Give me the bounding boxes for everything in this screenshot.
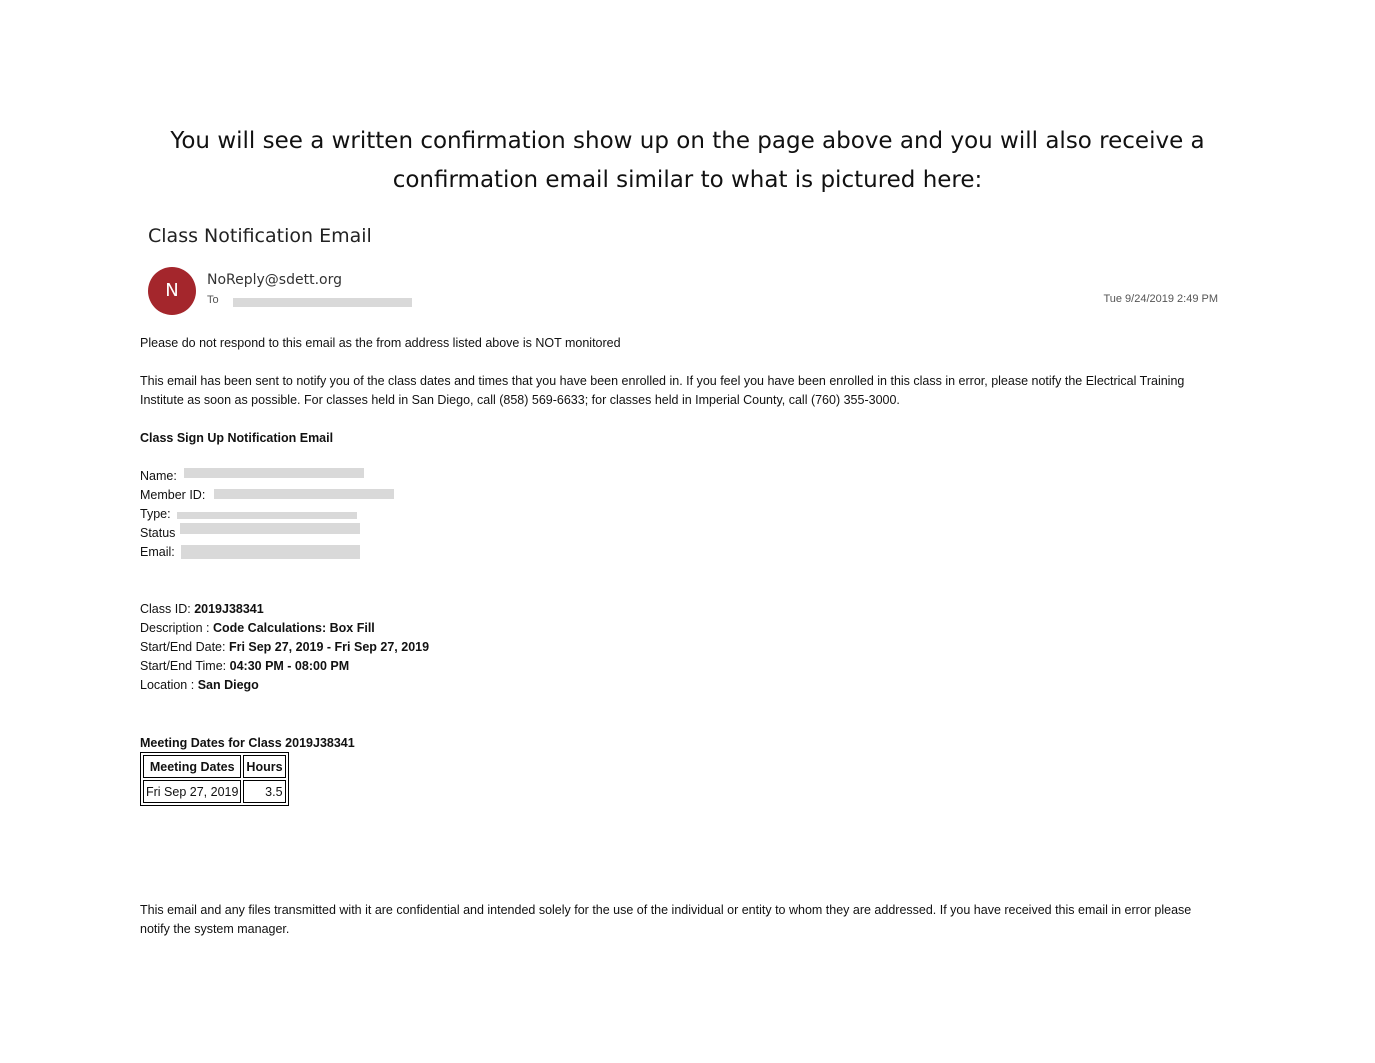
type-label: Type: — [140, 507, 171, 521]
dates-line — [140, 638, 429, 657]
email-subject: Class Notification Email — [148, 225, 372, 247]
location-value: San Diego — [197, 678, 259, 692]
redacted-recipient — [233, 298, 412, 307]
class-id-label: Class ID: — [140, 602, 195, 616]
email-timestamp: Tue 9/24/2019 2:49 PM — [1103, 293, 1218, 305]
name-label: Name: — [140, 469, 177, 483]
description-label: Description : — [140, 621, 213, 635]
meeting-date-cell: Fri Sep 27, 2019 — [143, 780, 241, 803]
location-line — [140, 676, 259, 695]
table-row — [143, 780, 286, 803]
description-line — [140, 619, 375, 638]
dates-label: Start/End Date: — [140, 640, 229, 654]
time-label: Start/End Time: — [140, 659, 230, 673]
to-label: To — [207, 294, 219, 306]
time-value: 04:30 PM - 08:00 PM — [229, 659, 350, 673]
hours-cell: 3.5 — [243, 780, 285, 803]
email-label: Email: — [140, 545, 175, 559]
table-header-row — [143, 755, 286, 778]
time-line — [140, 657, 349, 676]
redacted-type — [177, 512, 357, 519]
class-id-value: 2019J38341 — [194, 602, 264, 616]
sender-address: NoReply@sdett.org — [207, 272, 342, 288]
headline: You will see a written confirmation show up on the page above and you will also receive a confirmation email similar to what is pictured here: — [170, 128, 1205, 193]
description-value: Code Calculations: Box Fill — [212, 621, 375, 635]
sender-avatar: N — [148, 267, 196, 315]
redacted-name — [184, 468, 364, 478]
enrollment-notice: This email has been sent to notify you of the class dates and times that you have been enrolled in. If you feel you have been enrolled in this class in error, please notify the Electrical Training Institute as soon as possible. For classes held in San Diego, call (858) 569-6633; for classes held in Imperial County, call (760) 355-3000. — [140, 374, 1185, 407]
hours-header: Hours — [243, 755, 285, 778]
meeting-dates-table — [140, 752, 289, 806]
confidentiality-notice: This email and any files transmitted with it are confidential and intended solely for the use of the individual or entity to whom they are addressed. If you have received this email in error please notify the system manager. — [140, 903, 1192, 936]
status-label: Status — [140, 526, 176, 540]
meeting-dates-header: Meeting Dates — [143, 755, 241, 778]
location-label: Location : — [140, 678, 198, 692]
section-title: Class Sign Up Notification Email — [140, 431, 334, 445]
member-id-label: Member ID: — [140, 488, 206, 502]
redacted-status — [180, 523, 360, 534]
dates-value: Fri Sep 27, 2019 - Fri Sep 27, 2019 — [228, 640, 430, 654]
meeting-title: Meeting Dates for Class 2019J38341 — [140, 736, 355, 750]
class-id-line — [140, 600, 264, 619]
do-not-respond-notice: Please do not respond to this email as the from address listed above is NOT monitored — [140, 336, 621, 350]
redacted-email — [181, 545, 360, 559]
redacted-member-id — [214, 489, 394, 499]
